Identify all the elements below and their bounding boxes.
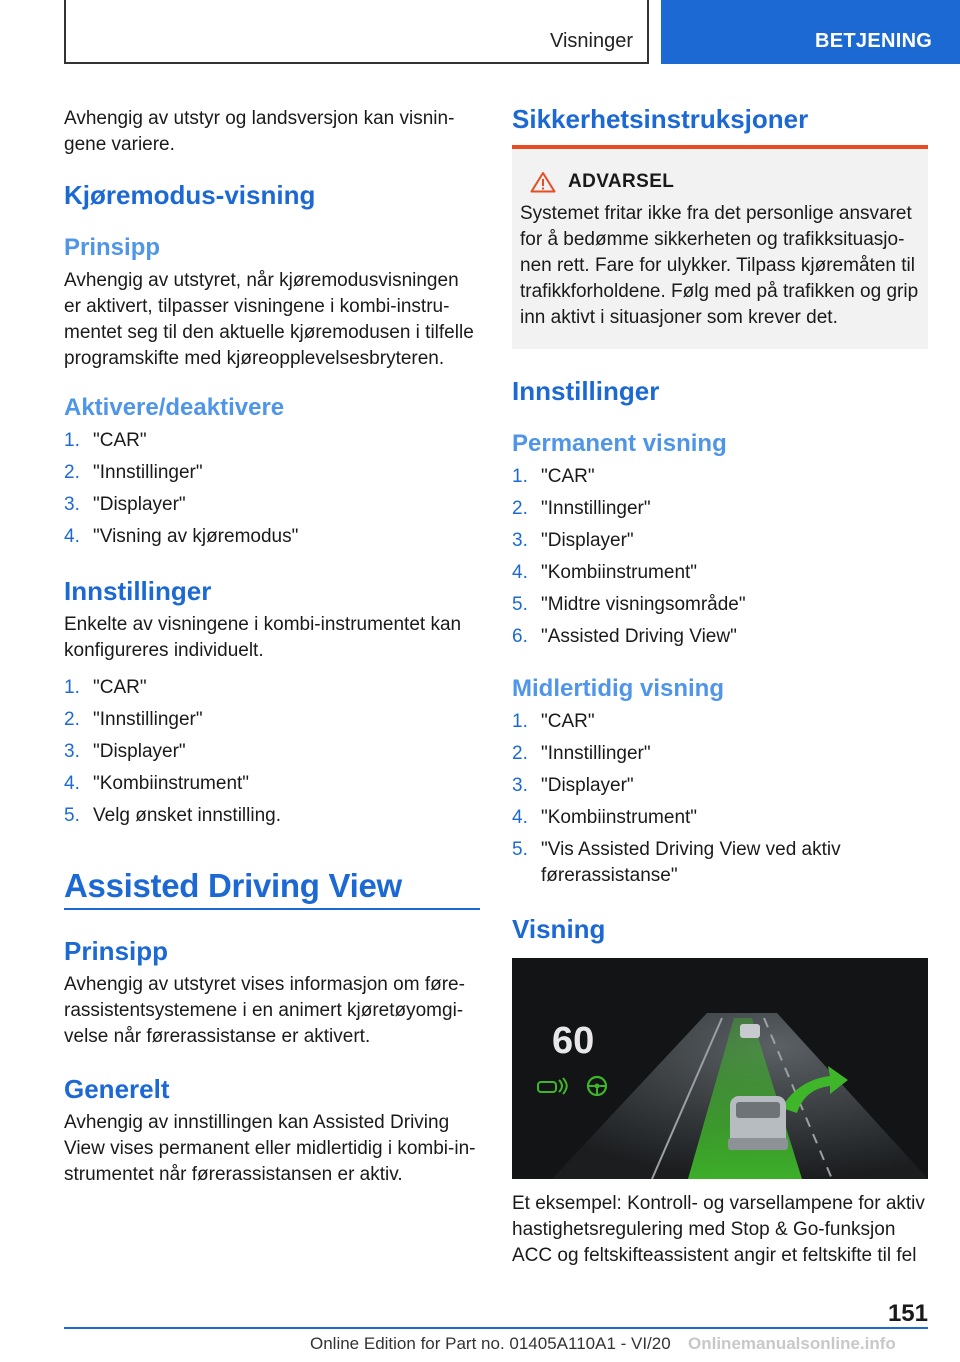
list-item-number: 1. (64, 430, 80, 451)
list-item-number: 3. (512, 530, 528, 551)
settings-heading-left: Innstillinger (64, 576, 212, 606)
list-item-text: "Kombiinstrument" (541, 562, 698, 583)
drive-mode-principle-heading: Prinsipp (64, 234, 161, 261)
list-item (64, 492, 480, 518)
list-item-text: "Kombiinstrument" (541, 807, 698, 828)
header-chapter-title: BETJENING (815, 30, 933, 52)
general-heading: Generelt (64, 1074, 170, 1104)
list-item-number: 4. (512, 562, 528, 583)
list-item (64, 803, 480, 829)
list-item-text: "Assisted Driving View" (541, 626, 737, 647)
list-item-number: 5. (512, 594, 528, 615)
acc-car-icon (536, 1076, 568, 1096)
list-item-number: 3. (64, 741, 80, 762)
list-item-number: 5. (512, 839, 528, 860)
list-item (512, 528, 928, 554)
list-item (64, 771, 480, 797)
list-item-number: 1. (64, 677, 80, 698)
list-item-text: "Vis Assisted Driving View ved aktiv førerassistanse" (541, 839, 841, 886)
footer-rule (64, 1327, 928, 1329)
cluster-illustration (512, 958, 928, 1179)
header-section-title: Visninger (549, 30, 633, 52)
temporary-heading: Midlertidig visning (512, 675, 725, 702)
list-item (512, 464, 928, 490)
list-item-text: "Displayer" (93, 494, 186, 515)
header-chapter-tab (661, 0, 960, 64)
list-item-number: 1. (512, 711, 528, 732)
list-item-number: 3. (512, 775, 528, 796)
intro-text: Avhengig av utstyr og landsversjon kan visningene variere. (64, 108, 455, 155)
list-item (512, 805, 928, 831)
list-item-number: 2. (64, 709, 80, 730)
list-item-number: 1. (512, 466, 528, 487)
footer-edition: Online Edition for Part no. 01405A110A1 - VI/20 (310, 1334, 671, 1353)
list-item-text: "Kombiinstrument" (93, 773, 250, 794)
warning-text: Systemet fritar ikke fra det personlige ansvaret for å bedømme sikkerheten og trafikksituasjonen rett. Fare for ulykker. Tilpass kjøremåten til trafikkforholdene. Følg med på trafikken og grip inn aktivt i situasjoner som krever det. (520, 203, 919, 328)
warning-box (512, 145, 928, 349)
list-item-text: Velg ønsket innstilling. (93, 805, 281, 826)
settings-text-left: Enkelte av visningene i kombi-instrumentet kan konfigureres individuelt. (64, 614, 462, 661)
adv-principle-text: Avhengig av utstyret vises informasjon om førerassistentsystemene i en animert kjøretøyomgivelse når førerassistanse er aktivert. (64, 974, 465, 1047)
activate-heading: Aktivere/deaktivere (64, 394, 285, 421)
list-item (512, 773, 928, 799)
list-item (64, 675, 480, 701)
list-item (512, 624, 928, 650)
list-item-text: "Innstillinger" (93, 709, 203, 730)
display-heading: Visning (512, 914, 606, 944)
list-item-number: 4. (64, 773, 80, 794)
drive-mode-principle-text: Avhengig av utstyret, når kjøremodusvisningen er aktivert, tilpasser visningene i kombi-instrumentet seg til den aktuelle kjøremodusen i tilfelle programskifte med kjøreopplevelsesbryteren. (64, 270, 474, 369)
activate-steps-list (64, 428, 480, 556)
figure-caption: Et eksempel: Kontroll- og varsellampene for aktiv hastighetsregulering med Stop & Go-funksjon ACC og feltskifteassistent angir et feltskifte til fel (512, 1193, 925, 1266)
adv-heading: Assisted Driving View (64, 867, 402, 904)
list-item (64, 707, 480, 733)
list-item-text: "Innstillinger" (541, 743, 651, 764)
list-item-number: 2. (512, 498, 528, 519)
list-item-text: "CAR" (541, 711, 595, 732)
list-item-text: "Midtre visningsområde" (541, 594, 746, 615)
settings-heading-right: Innstillinger (512, 376, 660, 406)
list-item-number: 5. (64, 805, 80, 826)
safety-heading: Sikkerhetsinstruksjoner (512, 104, 809, 134)
list-item-number: 2. (64, 462, 80, 483)
adv-heading-rule (64, 908, 480, 910)
list-item-text: "CAR" (93, 677, 147, 698)
list-item-text: "Innstillinger" (93, 462, 203, 483)
list-item-number: 6. (512, 626, 528, 647)
list-item (64, 460, 480, 486)
footer-watermark: Onlinemanualsonline.info (688, 1334, 896, 1353)
list-item-text: "Visning av kjøremodus" (93, 526, 299, 547)
warning-triangle-icon (530, 171, 556, 193)
page-number: 151 (887, 1300, 928, 1327)
general-text: Avhengig av innstillingen kan Assisted Driving View vises permanent eller midlertidig i kombi-instrumentet når førerassistansen er aktiv. (64, 1112, 476, 1185)
steering-wheel-icon (584, 1074, 610, 1098)
list-item (512, 709, 928, 735)
list-item-number: 2. (512, 743, 528, 764)
list-item (512, 496, 928, 522)
speed-readout: 60 (552, 1020, 595, 1062)
list-item (64, 739, 480, 765)
list-item-text: "CAR" (541, 466, 595, 487)
list-item-text: "Displayer" (541, 775, 634, 796)
list-item (512, 592, 928, 618)
permanent-heading: Permanent visning (512, 430, 727, 457)
list-item (64, 524, 480, 550)
list-item-text: "CAR" (93, 430, 147, 451)
list-item (512, 741, 928, 767)
header-section-box (64, 0, 649, 64)
list-item-text: "Displayer" (93, 741, 186, 762)
temporary-steps-list (512, 709, 928, 895)
list-item-number: 4. (64, 526, 80, 547)
warning-label: ADVARSEL (568, 171, 675, 192)
list-item-text: "Displayer" (541, 530, 634, 551)
adv-principle-heading: Prinsipp (64, 936, 169, 966)
list-item-text: "Innstillinger" (541, 498, 651, 519)
settings-steps-list (64, 675, 480, 835)
permanent-steps-list (512, 464, 928, 656)
drive-mode-heading: Kjøremodus-visning (64, 180, 316, 210)
list-item (512, 560, 928, 586)
list-item (64, 428, 480, 454)
list-item (512, 837, 928, 889)
warning-title (530, 171, 920, 193)
list-item-number: 4. (512, 807, 528, 828)
list-item-number: 3. (64, 494, 80, 515)
assisted-driving-view-figure (512, 958, 928, 1179)
